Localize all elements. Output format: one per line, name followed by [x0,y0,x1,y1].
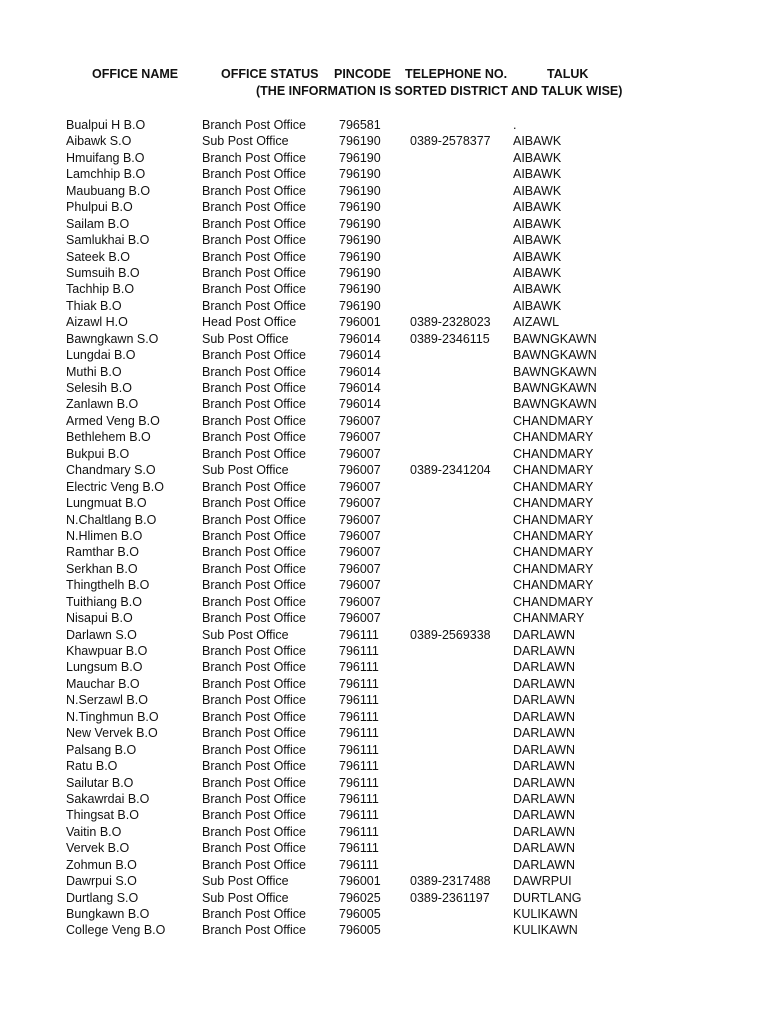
table-row [0,364,768,380]
taluk-cell: AIBAWK [513,200,562,215]
pincode-cell: 796001 [339,315,381,330]
office-name-cell: N.Serzawl B.O [66,693,148,708]
office-status-cell: Branch Post Office [202,282,306,297]
office-status-cell: Branch Post Office [202,496,306,511]
taluk-cell: BAWNGKAWN [513,331,597,346]
table-row [0,807,768,823]
office-status-cell: Branch Post Office [202,150,306,165]
telephone-cell: 0389-2346115 [410,331,490,346]
office-status-cell: Branch Post Office [202,644,306,658]
pincode-cell: 796111 [339,857,379,872]
office-status-cell: Branch Post Office [202,167,306,182]
taluk-cell: DARLAWN [513,841,576,856]
office-name-cell: Ramthar B.O [66,545,139,560]
taluk-cell: DARLAWN [513,857,576,872]
pincode-cell: 796190 [339,298,381,313]
table-row [0,512,768,528]
table-row [0,232,768,248]
office-name-cell: Thingthelh B.O [66,578,150,593]
table-row [0,840,768,856]
office-status-cell: Branch Post Office [202,249,306,264]
office-status-cell: Sub Post Office [202,890,289,905]
pincode-cell: 796007 [339,528,381,543]
office-name-cell: Zanlawn B.O [66,397,139,412]
pincode-cell: 796007 [339,611,381,626]
office-name-cell: Lamchhip B.O [66,167,146,182]
office-name-cell: Sailam B.O [66,216,130,231]
taluk-cell: AIBAWK [513,134,562,149]
table-row [0,117,768,133]
pincode-cell: 796111 [339,726,379,741]
pincode-cell: 796007 [339,512,381,527]
pincode-cell: 796007 [339,479,381,494]
office-name-cell: Thingsat B.O [66,808,139,823]
table-row [0,824,768,840]
taluk-cell: DARLAWN [513,759,576,774]
office-status-cell: Branch Post Office [202,907,306,921]
pincode-cell: 796005 [339,907,381,921]
pincode-cell: 796111 [339,841,379,856]
office-status-cell: Sub Post Office [202,874,289,889]
office-name-cell: Aibawk S.O [66,134,132,149]
office-status-cell: Branch Post Office [202,709,306,724]
office-status-cell: Sub Post Office [202,134,289,149]
table-row [0,396,768,412]
office-name-cell: Vervek B.O [66,841,130,856]
office-name-cell: Bawngkawn S.O [66,331,159,346]
table-row [0,857,768,873]
pincode-cell: 796111 [339,808,379,823]
taluk-cell: CHANDMARY [513,561,594,576]
office-status-cell: Head Post Office [202,315,297,330]
table-row [0,528,768,544]
pincode-cell: 796190 [339,167,381,182]
table-row [0,922,768,938]
taluk-cell: AIBAWK [513,216,562,231]
pincode-cell: 796111 [339,627,379,642]
pincode-cell: 796190 [339,216,381,231]
taluk-cell: CHANDMARY [513,463,594,478]
taluk-cell: DARLAWN [513,742,576,757]
office-status-cell: Branch Post Office [202,265,306,280]
taluk-cell: BAWNGKAWN [513,397,597,412]
office-status-cell: Branch Post Office [202,824,306,839]
pincode-cell: 796007 [339,545,381,560]
office-name-cell: Aizawl H.O [66,315,128,330]
taluk-cell: AIBAWK [513,298,562,313]
pincode-cell: 796190 [339,183,381,198]
office-status-cell: Branch Post Office [202,397,306,412]
office-name-cell: Electric Veng B.O [66,479,164,494]
header-office-name: OFFICE NAME [92,67,179,81]
office-name-cell: Bukpui B.O [66,446,130,461]
office-status-cell: Branch Post Office [202,775,306,790]
office-status-cell: Branch Post Office [202,430,306,445]
office-table [0,117,768,939]
taluk-cell: CHANDMARY [513,479,594,494]
office-status-cell: Branch Post Office [202,660,306,675]
office-name-cell: Tuithiang B.O [66,594,142,609]
taluk-cell: DARLAWN [513,775,576,790]
table-row [0,594,768,610]
pincode-cell: 796014 [339,381,381,395]
table-row [0,298,768,314]
table-row [0,446,768,462]
table-row [0,725,768,741]
pincode-cell: 796111 [339,742,379,757]
table-row [0,495,768,511]
taluk-cell: CHANDMARY [513,578,594,593]
table-row [0,610,768,626]
office-status-cell: Branch Post Office [202,676,306,691]
table-row [0,758,768,774]
telephone-cell: 0389-2341204 [410,463,491,478]
office-status-cell: Sub Post Office [202,627,289,642]
table-row [0,150,768,166]
pincode-cell: 796111 [339,676,379,691]
pincode-cell: 796007 [339,463,381,478]
table-row [0,577,768,593]
taluk-cell: AIBAWK [513,265,562,280]
telephone-cell: 0389-2328023 [410,315,491,330]
office-status-cell: Branch Post Office [202,808,306,823]
pincode-cell: 796190 [339,233,381,248]
table-row [0,462,768,478]
office-status-cell: Branch Post Office [202,512,306,527]
office-name-cell: Darlawn S.O [66,627,137,642]
taluk-cell: AIBAWK [513,150,562,165]
taluk-cell: AIBAWK [513,233,562,248]
pincode-cell: 796190 [339,200,381,215]
header-office-status: OFFICE STATUS [221,67,319,81]
office-status-cell: Branch Post Office [202,545,306,560]
taluk-cell: DARLAWN [513,676,576,691]
pincode-cell: 796014 [339,364,381,379]
pincode-cell: 796111 [339,759,379,774]
taluk-cell: CHANDMARY [513,430,594,445]
table-row [0,775,768,791]
office-name-cell: N.Tinghmun B.O [66,709,159,724]
table-row [0,709,768,725]
office-name-cell: Durtlang S.O [66,890,139,905]
taluk-cell: BAWNGKAWN [513,348,597,363]
office-status-cell: Branch Post Office [202,233,306,248]
table-row [0,627,768,643]
pincode-cell: 796007 [339,594,381,609]
office-status-cell: Branch Post Office [202,479,306,494]
pincode-cell: 796190 [339,249,381,264]
pincode-cell: 796014 [339,397,381,412]
telephone-cell: 0389-2317488 [410,874,491,889]
pincode-cell: 796111 [339,693,379,708]
table-row [0,906,768,922]
office-status-cell: Branch Post Office [202,118,306,132]
taluk-cell: DARLAWN [513,660,576,675]
office-name-cell: Tachhip B.O [66,282,135,297]
table-row [0,873,768,889]
office-status-cell: Branch Post Office [202,841,306,856]
table-row [0,216,768,232]
taluk-cell: DARLAWN [513,709,576,724]
taluk-cell: CHANDMARY [513,446,594,461]
header-sort-note: (THE INFORMATION IS SORTED DISTRICT AND TALUK WISE) [256,84,623,98]
office-name-cell: Selesih B.O [66,381,133,395]
office-name-cell: College Veng B.O [66,923,166,938]
office-name-cell: Maubuang B.O [66,183,151,198]
taluk-cell: CHANDMARY [513,528,594,543]
taluk-cell: DARLAWN [513,808,576,823]
pincode-cell: 796001 [339,874,381,889]
taluk-cell: KULIKAWN [513,923,578,938]
table-row [0,331,768,347]
table-row [0,659,768,675]
table-row [0,249,768,265]
taluk-cell: DARLAWN [513,791,576,806]
office-status-cell: Branch Post Office [202,364,306,379]
table-row [0,183,768,199]
table-row [0,199,768,215]
pincode-cell: 796190 [339,150,381,165]
office-name-cell: Bungkawn B.O [66,907,150,921]
office-status-cell: Branch Post Office [202,611,306,626]
header-telephone: TELEPHONE NO. [405,67,508,81]
office-name-cell: Nisapui B.O [66,611,133,626]
office-name-cell: Muthi B.O [66,364,122,379]
pincode-cell: 796007 [339,578,381,593]
office-name-cell: Lungsum B.O [66,660,143,675]
office-name-cell: Phulpui B.O [66,200,133,215]
pincode-cell: 796111 [339,660,379,675]
taluk-cell: DARLAWN [513,627,576,642]
taluk-cell: AIZAWL [513,315,560,330]
office-name-cell: Lungmuat B.O [66,496,147,511]
office-name-cell: Samlukhai B.O [66,233,150,248]
taluk-cell: AIBAWK [513,183,562,198]
office-status-cell: Branch Post Office [202,200,306,215]
taluk-cell: KULIKAWN [513,907,578,921]
table-row [0,429,768,445]
office-name-cell: Zohmun B.O [66,857,137,872]
taluk-cell: DURTLANG [513,890,582,905]
office-status-cell: Branch Post Office [202,578,306,593]
table-row [0,265,768,281]
taluk-cell: CHANMARY [513,611,585,626]
office-name-cell: Bethlehem B.O [66,430,151,445]
table-row [0,314,768,330]
taluk-cell: CHANDMARY [513,413,594,428]
pincode-cell: 796007 [339,496,381,511]
pincode-cell: 796014 [339,348,381,363]
table-row [0,742,768,758]
taluk-cell: BAWNGKAWN [513,364,597,379]
office-name-cell: Sailutar B.O [66,775,134,790]
office-status-cell: Branch Post Office [202,693,306,708]
office-name-cell: Sateek B.O [66,249,130,264]
office-status-cell: Branch Post Office [202,381,306,395]
taluk-cell: AIBAWK [513,282,562,297]
office-name-cell: Bualpui H B.O [66,118,146,132]
table-row [0,479,768,495]
office-status-cell: Branch Post Office [202,298,306,313]
office-name-cell: Dawrpui S.O [66,874,137,889]
telephone-cell: 0389-2578377 [410,134,491,149]
taluk-cell: CHANDMARY [513,594,594,609]
office-name-cell: Armed Veng B.O [66,413,160,428]
office-status-cell: Branch Post Office [202,594,306,609]
table-row [0,413,768,429]
office-status-cell: Branch Post Office [202,183,306,198]
office-status-cell: Branch Post Office [202,413,306,428]
office-status-cell: Branch Post Office [202,791,306,806]
taluk-cell: DARLAWN [513,824,576,839]
office-name-cell: Sakawrdai B.O [66,791,150,806]
office-status-cell: Branch Post Office [202,759,306,774]
pincode-cell: 796111 [339,644,379,658]
table-row [0,791,768,807]
telephone-cell: 0389-2569338 [410,627,491,642]
taluk-cell: AIBAWK [513,167,562,182]
office-name-cell: Ratu B.O [66,759,118,774]
office-status-cell: Branch Post Office [202,561,306,576]
telephone-cell: 0389-2361197 [410,890,490,905]
office-name-cell: Khawpuar B.O [66,644,148,658]
taluk-cell: BAWNGKAWN [513,381,597,395]
pincode-cell: 796007 [339,446,381,461]
table-row [0,643,768,659]
table-row [0,544,768,560]
table-row [0,692,768,708]
header-taluk: TALUK [547,67,589,81]
table-row [0,166,768,182]
office-status-cell: Branch Post Office [202,857,306,872]
office-name-cell: Hmuifang B.O [66,150,145,165]
pincode-cell: 796190 [339,265,381,280]
pincode-cell: 796005 [339,923,381,938]
pincode-cell: 796007 [339,413,381,428]
office-status-cell: Branch Post Office [202,923,306,938]
taluk-cell: CHANDMARY [513,496,594,511]
pincode-cell: 796025 [339,890,381,905]
office-name-cell: Palsang B.O [66,742,137,757]
office-status-cell: Branch Post Office [202,528,306,543]
header-pincode: PINCODE [334,67,391,81]
pincode-cell: 796111 [339,709,379,724]
taluk-cell: CHANDMARY [513,545,594,560]
office-name-cell: Vaitin B.O [66,824,122,839]
office-name-cell: Thiak B.O [66,298,122,313]
table-row [0,890,768,906]
office-name-cell: New Vervek B.O [66,726,158,741]
office-name-cell: Serkhan B.O [66,561,138,576]
office-name-cell: Chandmary S.O [66,463,156,478]
office-name-cell: Sumsuih B.O [66,265,140,280]
taluk-cell: DARLAWN [513,644,576,658]
pincode-cell: 796581 [339,118,381,132]
table-row [0,561,768,577]
table-row [0,281,768,297]
taluk-cell: . [513,118,517,132]
office-status-cell: Branch Post Office [202,348,306,363]
table-row [0,676,768,692]
pincode-cell: 796111 [339,824,379,839]
office-name-cell: N.Chaltlang B.O [66,512,157,527]
table-row [0,380,768,396]
office-status-cell: Sub Post Office [202,331,289,346]
office-status-cell: Branch Post Office [202,446,306,461]
pincode-cell: 796190 [339,134,381,149]
office-name-cell: Lungdai B.O [66,348,136,363]
office-status-cell: Sub Post Office [202,463,289,478]
office-status-cell: Branch Post Office [202,216,306,231]
pincode-cell: 796007 [339,561,381,576]
pincode-cell: 796014 [339,331,381,346]
office-status-cell: Branch Post Office [202,726,306,741]
pincode-cell: 796190 [339,282,381,297]
taluk-cell: AIBAWK [513,249,562,264]
taluk-cell: DARLAWN [513,726,576,741]
pincode-cell: 796111 [339,775,379,790]
taluk-cell: CHANDMARY [513,512,594,527]
pincode-cell: 796111 [339,791,379,806]
table-row [0,347,768,363]
office-name-cell: N.Hlimen B.O [66,528,143,543]
office-status-cell: Branch Post Office [202,742,306,757]
taluk-cell: DAWRPUI [513,874,572,889]
taluk-cell: DARLAWN [513,693,576,708]
pincode-cell: 796007 [339,430,381,445]
office-name-cell: Mauchar B.O [66,676,140,691]
table-row [0,133,768,149]
